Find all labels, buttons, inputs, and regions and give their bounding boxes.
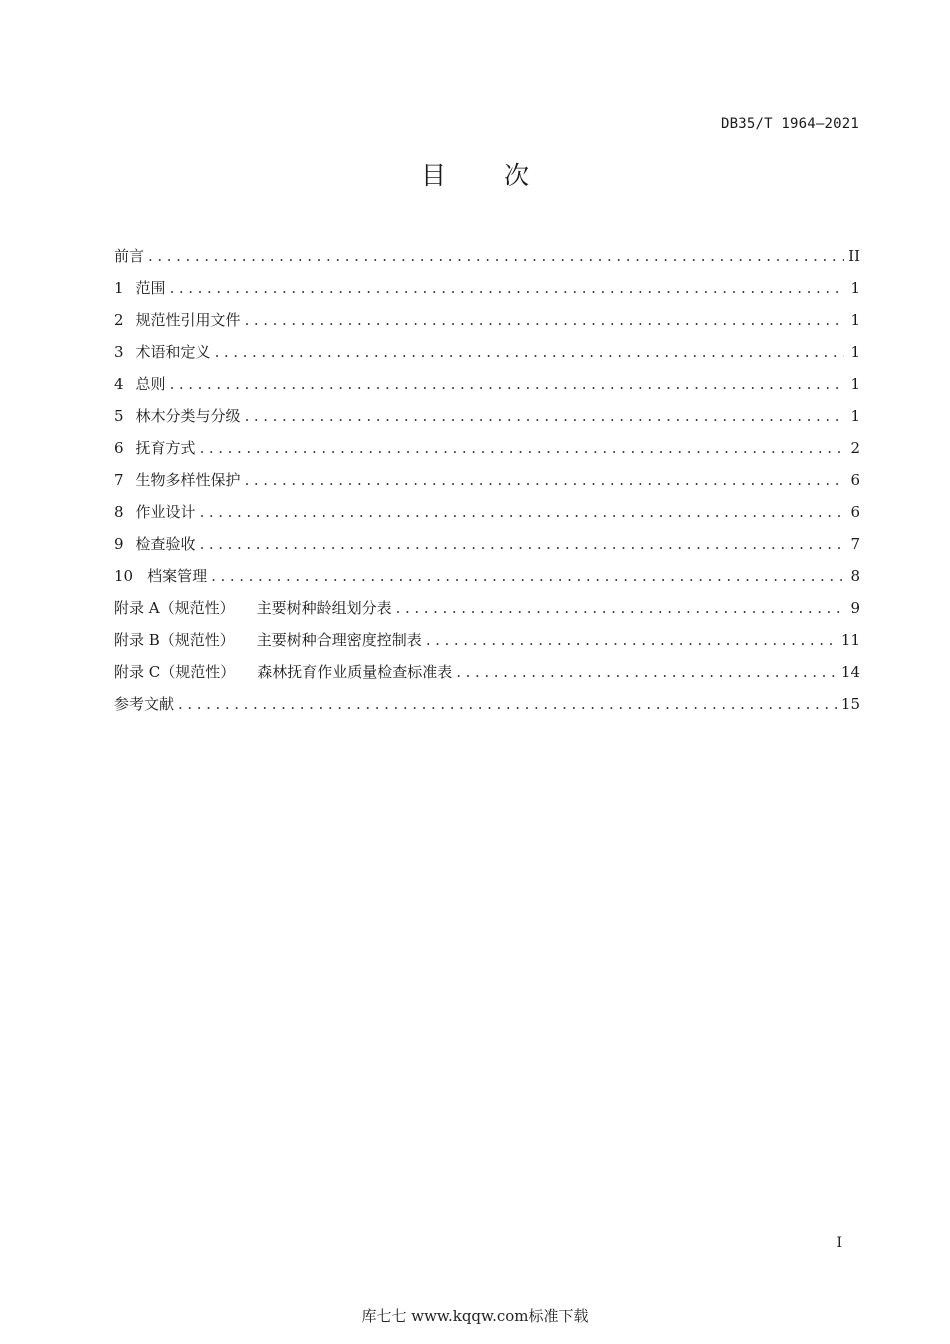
toc-entry-8[interactable] xyxy=(114,500,860,532)
dot-leader xyxy=(200,532,844,556)
toc-entry-label: 范围 xyxy=(135,279,166,297)
toc-entry-label: 总则 xyxy=(135,375,166,393)
toc-entry-2[interactable] xyxy=(114,308,860,340)
toc-entry-appendix-b[interactable] xyxy=(114,628,860,660)
toc-entry-label: 作业设计 xyxy=(135,503,196,521)
toc-entry-10[interactable] xyxy=(114,564,860,596)
toc-entry-page: 15 xyxy=(840,695,860,713)
toc-entry-4[interactable] xyxy=(114,372,860,404)
dot-leader xyxy=(178,692,837,716)
document-code: DB35/T 1964—2021 xyxy=(720,116,859,132)
dot-leader xyxy=(245,308,844,332)
toc-entry-9[interactable] xyxy=(114,532,860,564)
title-char-2: 次 xyxy=(504,161,530,190)
toc-entry-label: 参考文献 xyxy=(114,695,175,713)
toc-entry-label: 检查验收 xyxy=(135,535,196,553)
toc-entry-number: 4 xyxy=(114,375,124,393)
page-title xyxy=(0,156,950,192)
toc-entry-number: 2 xyxy=(114,311,124,329)
appendix-tag: 附录 A（规范性） xyxy=(114,599,235,617)
toc-entry-label: 抚育方式 xyxy=(135,439,196,457)
toc-entry-page: 9 xyxy=(850,599,860,617)
toc-entry-page: 11 xyxy=(840,631,860,649)
dot-leader xyxy=(426,628,837,652)
toc-entry-number: 6 xyxy=(114,439,124,457)
toc-entry-label: 规范性引用文件 xyxy=(135,311,241,329)
dot-leader xyxy=(170,372,844,396)
dot-leader xyxy=(456,660,837,684)
toc-entry-5[interactable] xyxy=(114,404,860,436)
dot-leader xyxy=(215,340,844,364)
toc-entry-page: 1 xyxy=(850,343,860,361)
toc-entry-foreword[interactable] xyxy=(114,244,860,276)
toc-entry-references[interactable] xyxy=(114,692,860,724)
toc-entry-label: 术语和定义 xyxy=(135,343,211,361)
dot-leader xyxy=(148,244,844,268)
toc-entry-page: 6 xyxy=(850,471,860,489)
toc-entry-7[interactable] xyxy=(114,468,860,500)
toc-entry-page: 14 xyxy=(840,663,860,681)
toc-entry-appendix-a[interactable] xyxy=(114,596,860,628)
watermark: 库七七 www.kqqw.com标准下载 xyxy=(361,1307,589,1325)
toc-entry-label: 林木分类与分级 xyxy=(135,407,241,425)
appendix-tag: 附录 C（规范性） xyxy=(114,663,236,681)
toc-entry-page: 7 xyxy=(850,535,860,553)
dot-leader xyxy=(200,436,844,460)
toc-entry-page: 1 xyxy=(850,375,860,393)
toc-entry-number: 10 xyxy=(114,567,134,585)
dot-leader xyxy=(170,276,844,300)
toc-entry-label: 档案管理 xyxy=(147,567,208,585)
toc-entry-page: 1 xyxy=(850,279,860,297)
dot-leader xyxy=(396,596,844,620)
toc-entry-label: 前言 xyxy=(114,247,145,265)
toc-entry-1[interactable] xyxy=(114,276,860,308)
toc-entry-page: 1 xyxy=(850,311,860,329)
toc-entry-label: 生物多样性保护 xyxy=(135,471,241,489)
toc-entry-number: 9 xyxy=(114,535,124,553)
toc-entry-page: 6 xyxy=(850,503,860,521)
toc-entry-page: 8 xyxy=(850,567,860,585)
toc-entry-6[interactable] xyxy=(114,436,860,468)
toc-entry-page: 1 xyxy=(850,407,860,425)
page-number: I xyxy=(836,1235,842,1251)
dot-leader xyxy=(200,500,844,524)
toc-entry-number: 7 xyxy=(114,471,124,489)
dot-leader xyxy=(211,564,844,588)
toc-entry-number: 3 xyxy=(114,343,124,361)
table-of-contents xyxy=(114,244,860,724)
toc-entry-page: II xyxy=(848,247,860,265)
appendix-tag: 附录 B（规范性） xyxy=(114,631,235,649)
toc-entry-appendix-c[interactable] xyxy=(114,660,860,692)
dot-leader xyxy=(245,404,844,428)
toc-entry-number: 1 xyxy=(114,279,124,297)
title-char-1: 目 xyxy=(420,161,446,190)
toc-entry-number: 5 xyxy=(114,407,124,425)
toc-entry-3[interactable] xyxy=(114,340,860,372)
toc-entry-page: 2 xyxy=(850,439,860,457)
dot-leader xyxy=(245,468,844,492)
toc-entry-label: 森林抚育作业质量检查标准表 xyxy=(257,663,453,681)
toc-entry-label: 主要树种合理密度控制表 xyxy=(256,631,422,649)
toc-entry-label: 主要树种龄组划分表 xyxy=(256,599,392,617)
toc-entry-number: 8 xyxy=(114,503,124,521)
